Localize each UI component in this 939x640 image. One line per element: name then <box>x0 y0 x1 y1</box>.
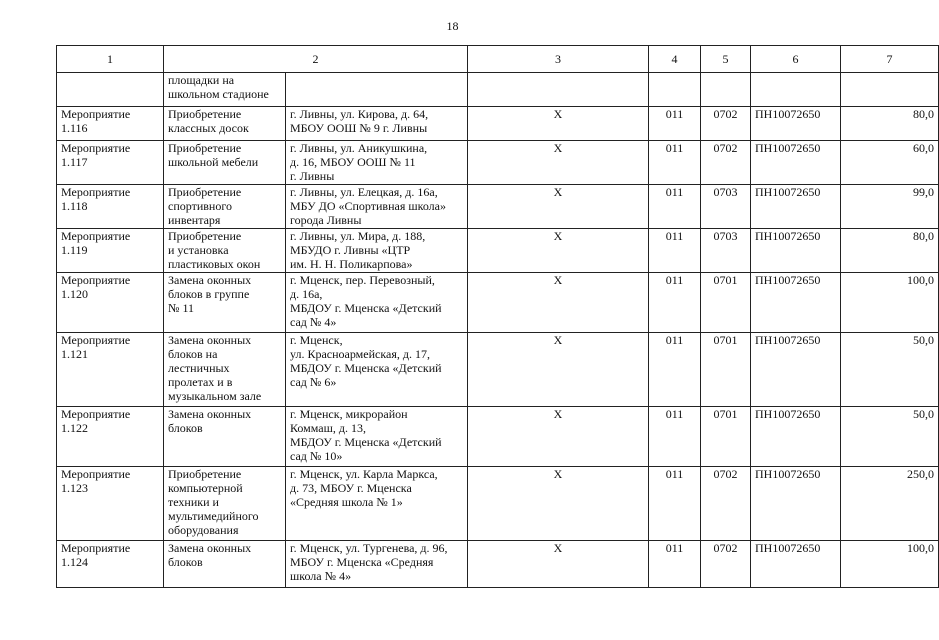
code1-cell: 011 <box>649 467 701 541</box>
table-row <box>57 407 939 467</box>
code1-cell <box>649 73 701 107</box>
sum-cell: 250,0 <box>841 467 939 541</box>
code2-cell: 0702 <box>701 107 751 141</box>
code1-cell: 011 <box>649 229 701 273</box>
name-cell: Приобретение компьютерной техники и мультимедийного оборудования <box>164 467 286 541</box>
sum-cell: 60,0 <box>841 141 939 185</box>
sum-cell <box>841 73 939 107</box>
event-cell: Мероприятие 1.119 <box>57 229 164 273</box>
target-cell: ПН10072650 <box>751 541 841 588</box>
target-cell: ПН10072650 <box>751 141 841 185</box>
mark-cell: X <box>468 141 649 185</box>
address-cell: г. Ливны, ул. Елецкая, д. 16а, МБУ ДО «Спортивная школа» города Ливны <box>286 185 468 229</box>
event-cell: Мероприятие 1.123 <box>57 467 164 541</box>
address-cell: г. Ливны, ул. Мира, д. 188, МБУДО г. Ливны «ЦТР им. Н. Н. Поликарпова» <box>286 229 468 273</box>
code2-cell: 0703 <box>701 229 751 273</box>
address-cell <box>286 73 468 107</box>
mark-cell: X <box>468 185 649 229</box>
target-cell: ПН10072650 <box>751 407 841 467</box>
mark-cell: X <box>468 273 649 333</box>
target-cell: ПН10072650 <box>751 229 841 273</box>
sum-cell: 100,0 <box>841 273 939 333</box>
address-cell: г. Мценск, ул. Карла Маркса, д. 73, МБОУ г. Мценска «Средняя школа № 1» <box>286 467 468 541</box>
address-cell: г. Ливны, ул. Кирова, д. 64, МБОУ ООШ № 9 г. Ливны <box>286 107 468 141</box>
mark-cell: X <box>468 229 649 273</box>
address-cell: г. Мценск, пер. Перевозный, д. 16а, МБДОУ г. Мценска «Детский сад № 4» <box>286 273 468 333</box>
name-cell: Замена оконных блоков <box>164 541 286 588</box>
code1-cell: 011 <box>649 333 701 407</box>
event-cell: Мероприятие 1.124 <box>57 541 164 588</box>
header-cell-4: 4 <box>649 46 701 73</box>
continuation-row <box>57 73 939 107</box>
code1-cell: 011 <box>649 273 701 333</box>
page-number: 18 <box>446 19 459 33</box>
name-cell: Приобретение классных досок <box>164 107 286 141</box>
header-cell-5: 5 <box>701 46 751 73</box>
name-cell: площадки на школьном стадионе <box>164 73 286 107</box>
code1-cell: 011 <box>649 107 701 141</box>
target-cell: ПН10072650 <box>751 107 841 141</box>
table-row <box>57 229 939 273</box>
code2-cell: 0702 <box>701 541 751 588</box>
target-cell <box>751 73 841 107</box>
code2-cell: 0703 <box>701 185 751 229</box>
table-row <box>57 141 939 185</box>
event-cell: Мероприятие 1.121 <box>57 333 164 407</box>
header-cell-7: 7 <box>841 46 939 73</box>
header-cell-6: 6 <box>751 46 841 73</box>
name-cell: Приобретение школьной мебели <box>164 141 286 185</box>
mark-cell: X <box>468 541 649 588</box>
address-cell: г. Ливны, ул. Аникушкина, д. 16, МБОУ ООШ № 11 г. Ливны <box>286 141 468 185</box>
header-cell-2: 2 <box>164 46 468 73</box>
code1-cell: 011 <box>649 541 701 588</box>
code2-cell: 0701 <box>701 333 751 407</box>
event-cell: Мероприятие 1.118 <box>57 185 164 229</box>
mark-cell <box>468 73 649 107</box>
name-cell: Замена оконных блоков на лестничных пролетах и в музыкальном зале <box>164 333 286 407</box>
table-row <box>57 185 939 229</box>
address-cell: г. Мценск, ул. Красноармейская, д. 17, МБДОУ г. Мценска «Детский сад № 6» <box>286 333 468 407</box>
event-cell <box>57 73 164 107</box>
name-cell: Замена оконных блоков в группе № 11 <box>164 273 286 333</box>
name-cell: Приобретение спортивного инвентаря <box>164 185 286 229</box>
header-cell-1: 1 <box>57 46 164 73</box>
event-cell: Мероприятие 1.117 <box>57 141 164 185</box>
target-cell: ПН10072650 <box>751 273 841 333</box>
code2-cell <box>701 73 751 107</box>
target-cell: ПН10072650 <box>751 333 841 407</box>
sum-cell: 50,0 <box>841 407 939 467</box>
sum-cell: 80,0 <box>841 107 939 141</box>
code2-cell: 0701 <box>701 273 751 333</box>
sum-cell: 80,0 <box>841 229 939 273</box>
mark-cell: X <box>468 407 649 467</box>
target-cell: ПН10072650 <box>751 185 841 229</box>
mark-cell: X <box>468 333 649 407</box>
code2-cell: 0702 <box>701 141 751 185</box>
event-cell: Мероприятие 1.122 <box>57 407 164 467</box>
mark-cell: X <box>468 107 649 141</box>
event-cell: Мероприятие 1.116 <box>57 107 164 141</box>
sum-cell: 100,0 <box>841 541 939 588</box>
code2-cell: 0701 <box>701 407 751 467</box>
table-row <box>57 333 939 407</box>
code2-cell: 0702 <box>701 467 751 541</box>
budget-table <box>56 45 939 588</box>
table-row <box>57 467 939 541</box>
table-row <box>57 273 939 333</box>
name-cell: Замена оконных блоков <box>164 407 286 467</box>
header-cell-3: 3 <box>468 46 649 73</box>
event-cell: Мероприятие 1.120 <box>57 273 164 333</box>
table-row <box>57 541 939 588</box>
sum-cell: 99,0 <box>841 185 939 229</box>
code1-cell: 011 <box>649 185 701 229</box>
sum-cell: 50,0 <box>841 333 939 407</box>
address-cell: г. Мценск, ул. Тургенева, д. 96, МБОУ г. Мценска «Средняя школа № 4» <box>286 541 468 588</box>
target-cell: ПН10072650 <box>751 467 841 541</box>
mark-cell: X <box>468 467 649 541</box>
code1-cell: 011 <box>649 407 701 467</box>
header-row <box>57 46 939 73</box>
code1-cell: 011 <box>649 141 701 185</box>
name-cell: Приобретение и установка пластиковых окон <box>164 229 286 273</box>
address-cell: г. Мценск, микрорайон Коммаш, д. 13, МБДОУ г. Мценска «Детский сад № 10» <box>286 407 468 467</box>
table-row <box>57 107 939 141</box>
